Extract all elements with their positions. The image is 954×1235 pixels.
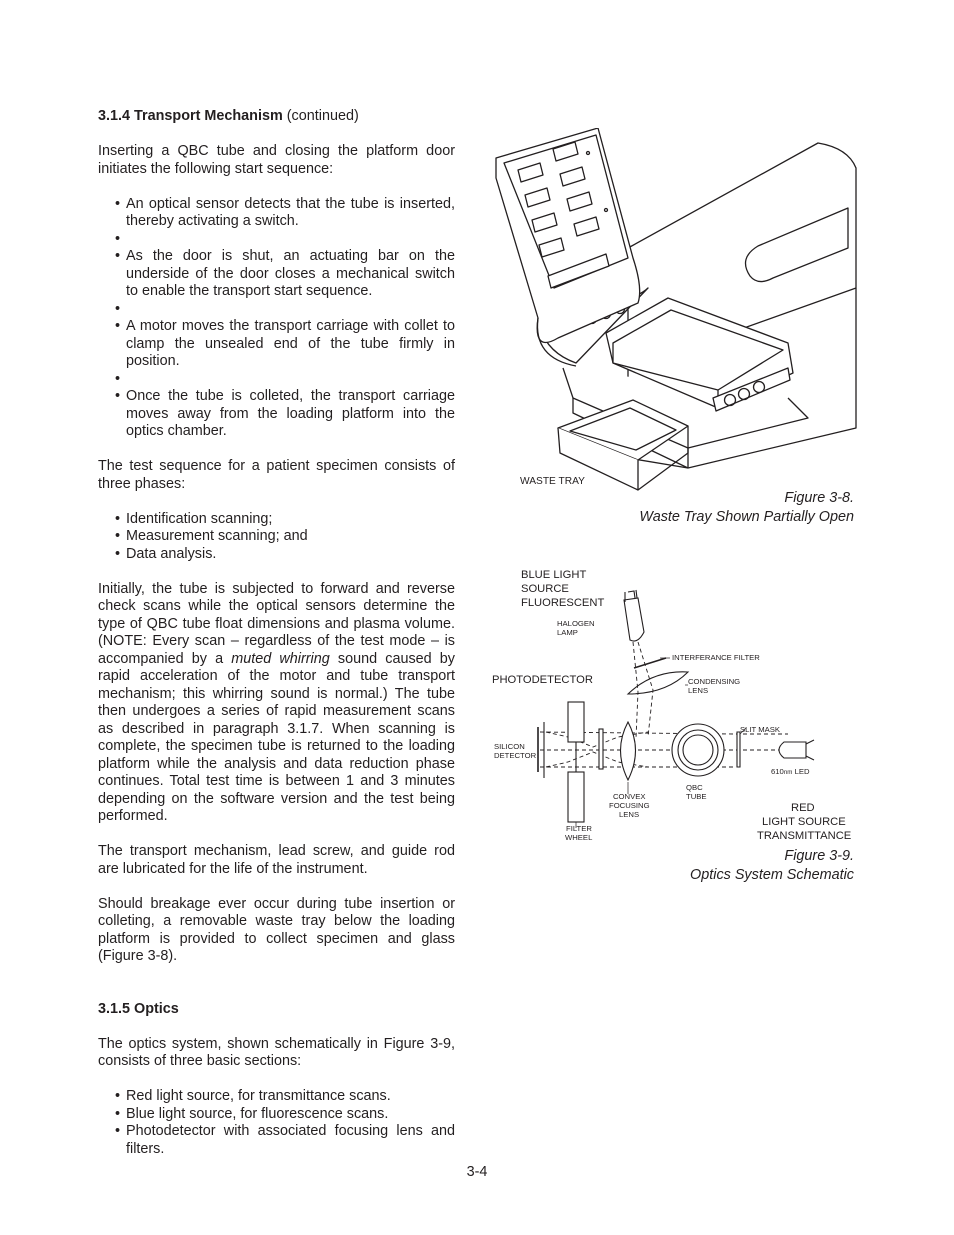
label-red-source-1: RED — [791, 802, 815, 814]
label-filter-2: WHEEL — [565, 833, 593, 842]
label-interference-filter: INTERFERANCE FILTER — [672, 653, 760, 662]
list-item: • Blue light source, for fluorescence scans. — [98, 1106, 455, 1124]
label-convex-3: LENS — [619, 810, 640, 819]
paragraph-scans — [98, 581, 455, 826]
start-sequence-list — [98, 196, 455, 441]
list-item: • A motor moves the transport carriage with collet to clamp the unsealed end of the tube firmly in position. — [98, 318, 455, 371]
figure-3-9-caption — [690, 847, 854, 885]
label-red-source-3: TRANSMITTANCE — [757, 830, 852, 842]
list-item: • Once the tube is colleted, the transport carriage moves away from the loading platform into the optics chamber. — [98, 388, 455, 441]
section-heading-transport — [98, 108, 455, 126]
paragraph-lubrication: The transport mechanism, lead screw, and guide rod are lubricated for the life of the instrument. — [98, 843, 455, 877]
heading-text: 3.1.4 Transport Mechanism — [98, 108, 283, 124]
scans-text-emphasis: muted whirring — [231, 650, 330, 667]
figure-3-8-caption — [639, 489, 854, 527]
scans-text-a: Initially, the tube is subjected to forward and reverse check scans while the optical sensors determine the type of QBC tube float dimensions and plasma volume. (NOTE: Every scan – regardless of the test mode – is accompanied by a — [98, 580, 455, 667]
label-convex-1: CONVEX — [613, 792, 646, 801]
label-halogen-2: LAMP — [557, 628, 578, 637]
list-item: • An optical sensor detects that the tube is inserted, thereby activating a switch. — [98, 196, 455, 231]
list-item: • Data analysis. — [98, 546, 455, 564]
label-silicon-1: SILICON — [494, 742, 525, 751]
label-convex-2: FOCUSING — [609, 801, 650, 810]
led-number: 610 — [771, 767, 784, 776]
waste-tray-callout: WASTE TRAY — [520, 476, 585, 487]
label-blue-source-3: FLUORESCENT — [521, 597, 605, 609]
page-number: 3-4 — [466, 1164, 488, 1180]
label-qbc-1: QBC — [686, 783, 703, 792]
led-text: LED — [792, 767, 810, 776]
label-photodetector: PHOTODETECTOR — [492, 674, 593, 686]
paragraph-optics-intro: The optics system, shown schematically in Figure 3-9, consists of three basic sections: — [98, 1035, 455, 1069]
figure-3-9-optics-schematic — [488, 562, 858, 847]
caption-title: Waste Tray Shown Partially Open — [639, 509, 854, 525]
label-blue-source-1: BLUE LIGHT — [521, 569, 587, 581]
left-text-column — [98, 108, 455, 1158]
list-item: • Photodetector with associated focusing lens and filters. — [98, 1123, 455, 1158]
caption-label: Figure 3-9. — [784, 848, 854, 864]
caption-title: Optics System Schematic — [690, 867, 854, 883]
label-led — [771, 767, 810, 776]
label-silicon-2: DETECTOR — [494, 751, 537, 760]
paragraph-intro: Inserting a QBC tube and closing the platform door initiates the following start sequence: — [98, 143, 455, 177]
figure-3-8-instrument-drawing — [488, 128, 858, 493]
caption-label: Figure 3-8. — [784, 490, 854, 506]
label-filter-1: FILTER — [566, 824, 592, 833]
list-item: • Red light source, for transmittance scans. — [98, 1088, 455, 1106]
scans-text-b: sound caused by rapid acceleration of the motor and tube transport mechanism; this whirring sound is normal.) The tube then undergoes a series of rapid measurement scans as described in paragraph 3.1.7. When scanning is complete, the specimen tube is returned to the loading platform while the analysis and data reduction phase continues. Total test time is between 1 and 3 minutes depending on the software version and the test being performed. — [98, 650, 456, 824]
list-item: • Measurement scanning; and — [98, 528, 455, 546]
label-red-source-2: LIGHT SOURCE — [762, 816, 846, 828]
heading-suffix: (continued) — [282, 108, 359, 124]
list-item: • Identification scanning; — [98, 511, 455, 529]
label-qbc-2: TUBE — [686, 792, 707, 801]
phases-list — [98, 511, 455, 564]
list-item: • As the door is shut, an actuating bar on the underside of the door closes a mechanical switch to enable the transport start sequence. — [98, 248, 455, 301]
label-blue-source-2: SOURCE — [521, 583, 569, 595]
optics-sections-list — [98, 1088, 455, 1158]
section-heading-optics: 3.1.5 Optics — [98, 1000, 179, 1017]
label-halogen-1: HALOGEN — [557, 619, 595, 628]
label-condensing-1: CONDENSING — [688, 677, 741, 686]
led-unit: nm — [783, 769, 793, 776]
label-slit-mask: SLIT MASK — [740, 725, 781, 734]
paragraph-breakage: Should breakage ever occur during tube insertion or colleting, a removable waste tray below the loading platform is provided to collect specimen and glass (Figure 3-8). — [98, 895, 455, 964]
label-condensing-2: LENS — [688, 686, 709, 695]
paragraph-phases: The test sequence for a patient specimen consists of three phases: — [98, 458, 455, 492]
